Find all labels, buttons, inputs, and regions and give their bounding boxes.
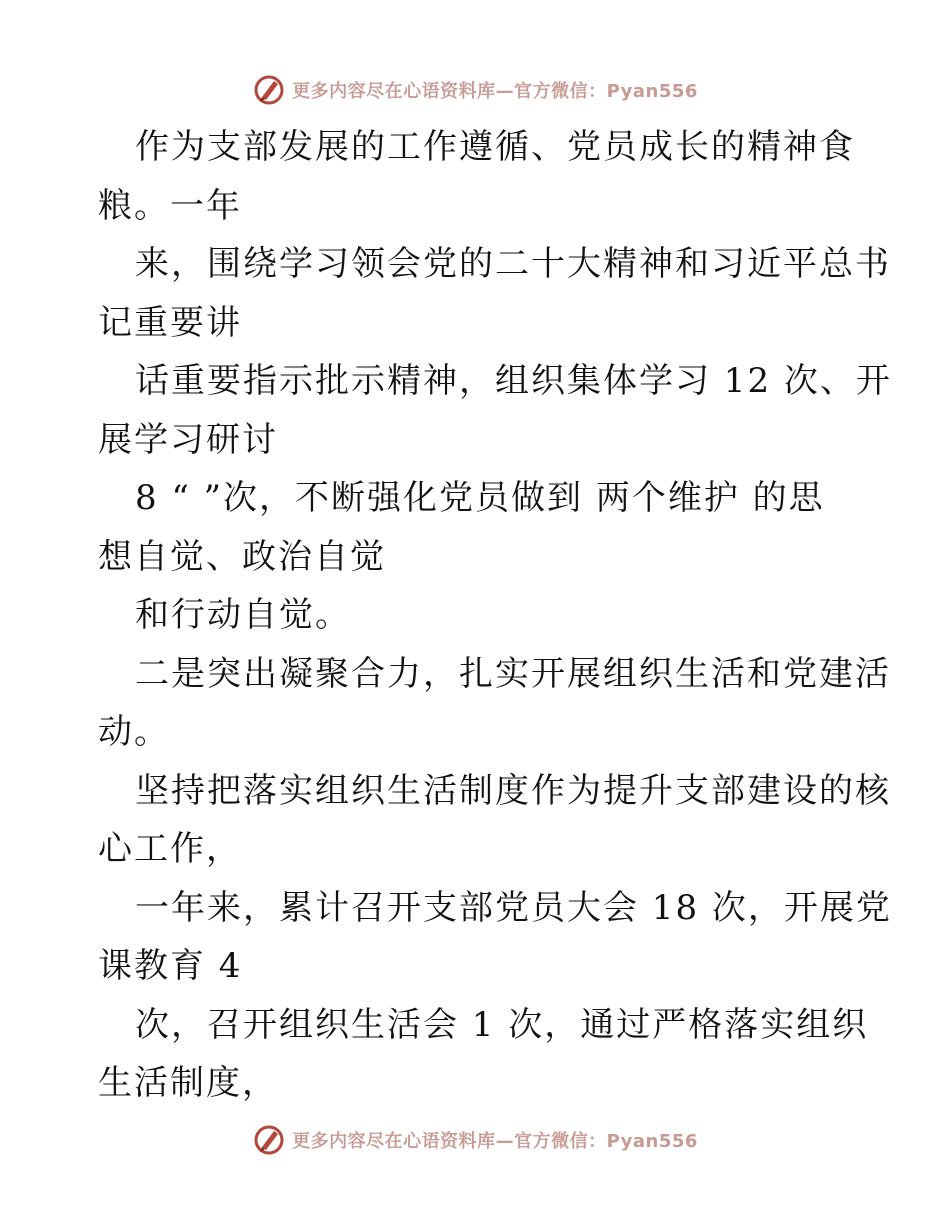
- body-line: 展学习研讨: [98, 419, 278, 460]
- body-line: 生活制度，: [98, 1063, 278, 1103]
- document-body: [98, 118, 892, 1113]
- footer-banner-text: 更多内容尽在心语资料库—官方微信：Pyan556: [292, 1131, 698, 1152]
- body-line: 记重要讲: [98, 302, 242, 343]
- body-line: 次，召开组织生活会 1 次，通过严格落实组织: [135, 1004, 869, 1045]
- body-line: 动。: [98, 712, 170, 752]
- pen-circle-logo-icon: [252, 1123, 286, 1157]
- body-line: 二是突出凝聚合力，扎实开展组织生活和党建活: [135, 653, 891, 694]
- header-banner: [0, 70, 950, 110]
- body-line: 和行动自觉。: [135, 595, 351, 635]
- body-line: 粮。一年: [98, 185, 242, 226]
- pen-circle-logo-icon: [252, 73, 286, 107]
- body-line: 心工作，: [98, 829, 242, 869]
- body-line: 想自觉、政治自觉: [98, 536, 386, 577]
- body-line: 来，围绕学习领会党的二十大精神和习近平总书: [135, 244, 891, 284]
- footer-banner: [0, 1120, 950, 1160]
- body-line: 作为支部发展的工作遵循、党员成长的精神食: [135, 127, 855, 167]
- body-line: 8 “ ”次，不断强化党员做到 两个维护 的思: [135, 478, 825, 518]
- body-line: 一年来，累计召开支部党员大会 18 次，开展党: [135, 887, 892, 928]
- body-line: 话重要指示批示精神，组织集体学习 12 次、开: [135, 361, 892, 401]
- body-line: 课教育 4: [98, 946, 243, 986]
- header-banner-text: 更多内容尽在心语资料库—官方微信：Pyan556: [292, 81, 698, 102]
- body-line: 坚持把落实组织生活制度作为提升支部建设的核: [135, 770, 891, 811]
